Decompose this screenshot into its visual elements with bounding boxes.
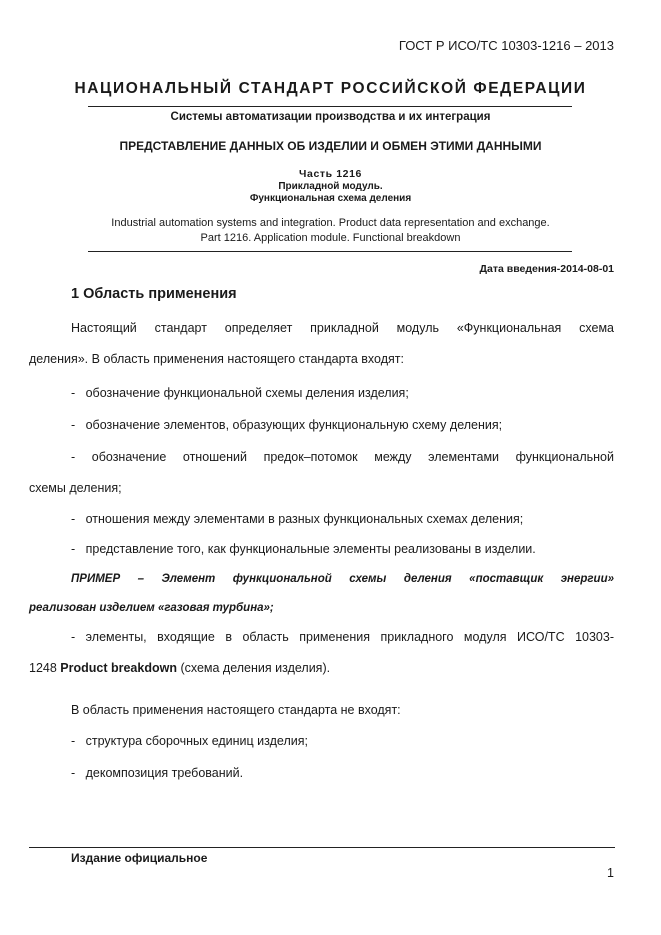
list-item-text: структура сборочных единиц изделия; [85, 734, 308, 748]
reference-number: 1248 [29, 661, 61, 675]
list-dash: - [71, 542, 76, 556]
title-divider-bottom [88, 251, 572, 252]
list-item [71, 450, 614, 464]
list-item [71, 542, 536, 556]
national-standard-title: НАЦИОНАЛЬНЫЙ СТАНДАРТ РОССИЙСКОЙ ФЕДЕРАЦИИ [74, 80, 587, 97]
list-dash: - [71, 386, 76, 400]
title-divider-top [88, 106, 572, 107]
main-title: ПРЕДСТАВЛЕНИЕ ДАННЫХ ОБ ИЗДЕЛИИ И ОБМЕН ЭТИМИ ДАННЫМИ [119, 139, 542, 153]
list-item-text: обозначение отношений предок–потомок между элементами функциональной [91, 450, 614, 464]
list-item-continuation [29, 661, 330, 675]
page-number: 1 [607, 866, 614, 880]
list-dash: - [71, 766, 76, 780]
list-dash: - [71, 630, 76, 644]
list-item [71, 418, 502, 432]
part-name-line-2: Функциональная схема деления [249, 193, 412, 204]
intro-line-1: Настоящий стандарт определяет прикладной модуль «Функциональная схема [71, 321, 614, 335]
part-name-line-1: Прикладной модуль. [278, 181, 383, 192]
list-item [71, 512, 523, 526]
excluded-intro: В область применения настоящего стандарта не входят: [71, 703, 401, 717]
example-note-line-1: ПРИМЕР – Элемент функциональной схемы деления «поставщик энергии» [71, 573, 614, 585]
list-dash: - [71, 418, 76, 432]
list-item [71, 386, 409, 400]
list-dash: - [71, 734, 76, 748]
list-item-text: элементы, входящие в область применения прикладного модуля ИСО/ТС 10303- [85, 630, 614, 644]
module-name-translation: (схема деления изделия). [176, 661, 331, 675]
list-item [71, 766, 243, 780]
document-code: ГОСТ Р ИСО/ТС 10303-1216 – 2013 [398, 38, 614, 53]
introduction-date: Дата введения-2014-08-01 [479, 263, 614, 275]
list-item-text: обозначение элементов, образующих функциональную схему деления; [85, 418, 503, 432]
list-item [71, 630, 614, 644]
english-title-line-2: Part 1216. Application module. Functional breakdown [200, 232, 461, 244]
section-title: 1 Область применения [71, 286, 237, 302]
list-dash: - [71, 450, 76, 464]
module-name: Product breakdown [60, 661, 177, 675]
list-item-text: отношения между элементами в разных функциональных схемах деления; [85, 512, 524, 526]
list-item [71, 734, 308, 748]
footer-divider [29, 847, 615, 848]
series-subtitle: Системы автоматизации производства и их интеграция [170, 111, 491, 123]
english-title-line-1: Industrial automation systems and integration. Product data representation and exchange. [111, 217, 550, 229]
list-item-continuation: схемы деления; [29, 481, 122, 495]
official-edition-label: Издание официальное [71, 851, 208, 865]
list-dash: - [71, 512, 76, 526]
part-number: Часть 1216 [299, 168, 362, 180]
list-item-text: представление того, как функциональные элементы реализованы в изделии. [85, 542, 536, 556]
list-item-text: обозначение функциональной схемы деления изделия; [85, 386, 409, 400]
list-item-text: декомпозиция требований. [85, 766, 244, 780]
example-note-line-2: реализован изделием «газовая турбина»; [29, 602, 274, 614]
intro-line-2: деления». В область применения настоящего стандарта входят: [29, 352, 404, 366]
